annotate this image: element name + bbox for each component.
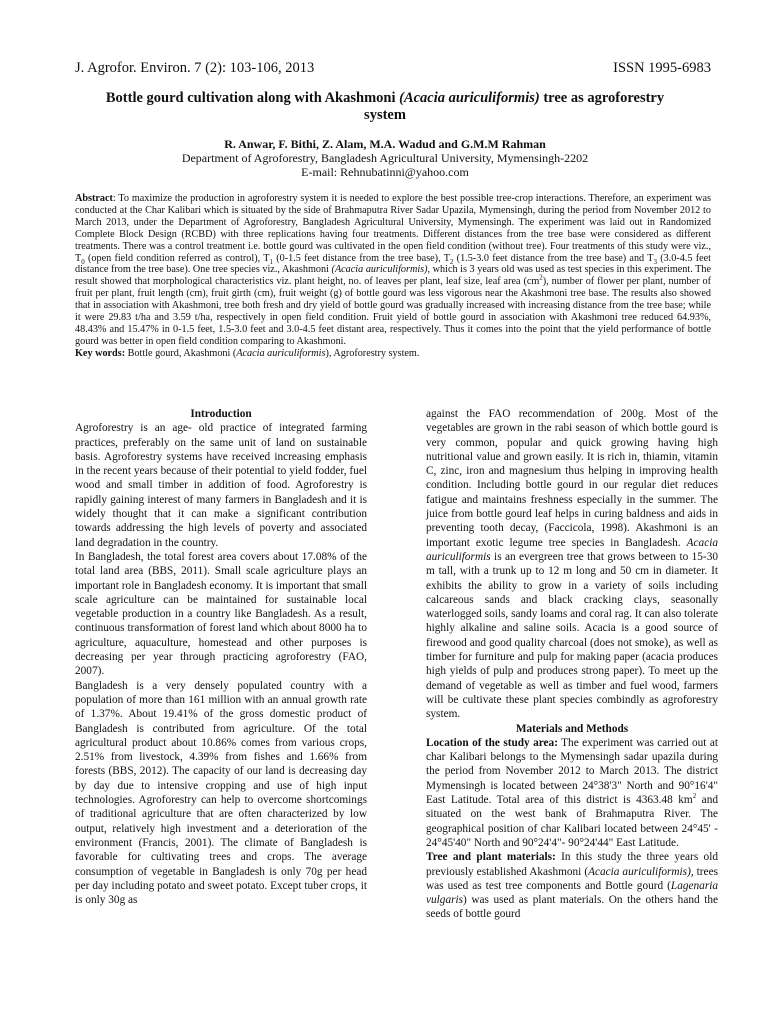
intro-text-4a: against the FAO recommendation of 200g. Most of the vegetables are grown in the rabi season of which bottle gourd is very common, popular and quick growing having high nutritional value and grown easily. It is rich in, thiamin, vitamin C, zinc, iron and magnesium thus helping in improving health condition. Including bottle gourd in our regular diet reduces fatigue and maintains freshness especially in the summer. The juice from bottle gourd leaf helps in curing baldness and aids in preventing tooth decay, (Faccicola, 1998). Akashmoni is an important exotic legume tree species in Bangladesh. <box>426 408 718 549</box>
author-names: R. Anwar, F. Bithi, Z. Alam, M.A. Wadud and G.M.M Rahman <box>224 137 546 151</box>
abstract-sub-t2: 2 <box>449 257 454 266</box>
keywords-label: Key words: <box>75 347 126 359</box>
intro-text-4b: is an evergreen tree that grows between to 15-30 m tall, with a trunk up to 12 m long and 50 cm in diameter. It exhibits the ability to grow in a variety of soils including calcareous sands and black cracking clays, seasonally waterlogged soils, sandy loams and coral rag. It can also tolerate highly alkaline and saline soils. Acacia is a good source of firewood and good quality charcoal (does not smoke), as well as timber for furniture and pulp for making paper (acacia produces high yields of pulp and produces strong paper). To meet up the demand of vegetable as well as timber and fuel wood, farmers will be cultivate these plant species combindly as agroforestry system. <box>426 550 718 721</box>
abstract-text-1: : To maximize the production in agroforestry system it is needed to explore the best possible tree-crop interactions. Therefore, an experiment was conducted at the Char Kalibari which is situated by the side of Brahmaputra River Sadar Upazila, Mymensingh, during the period from November 2012 to March 2013, under the Department of Agroforestry, Bangladesh Agricultural University, Mymensingh. The experiment was laid out in Randomized Complete Block Design (RCBD) with three replications having four treatments. Different distances from the tree base were considered as different treatments. There was a control treatment i.e. bottle gourd was cultivated in the open field condition (without tree). Four treatments of this study were viz., T <box>75 193 711 264</box>
abstract-sub-t1: 1 <box>269 257 273 266</box>
keywords-species: Acacia auriculiformis <box>236 347 326 359</box>
materials-text-1: In this study the three years old previously established Akashmoni ( <box>426 851 718 878</box>
intro-paragraph-3: Bangladesh is a very densely populated country with a population of more than 161 million with an annual growth rate of 1.37%. About 19.41% of the gross domestic product of Bangladesh is contributed from agriculture. Of the total agricultural product about 10.86% comes from various crops, 2.51% from livestock, 4.39% from fishes and 1.66% from forests (BBS, 2012). The capacity of our land is decreasing day by day due to intensive cropping and use of high input technologies. Agroforestry can help to overcome shortcomings of traditional agriculture that are often characterized by low output, relatively high investment and a deterioration of the environment (Francis, 2001). The climate of Bangladesh is favorable for cultivating trees and crops. The average consumption of vegetable in Bangladesh is only 70g per head per day including potato and sweet potato. Except tuber crops, it is only 30g as <box>75 679 367 907</box>
abstract-text-2: (open field condition referred as control), T <box>84 252 270 264</box>
author-block <box>60 137 710 179</box>
keywords <box>75 348 711 360</box>
methods-heading: Materials and Methods <box>515 722 629 735</box>
email: E-mail: Rehnubatinni@yahoo.com <box>301 165 469 179</box>
keywords-text-2: ), Agroforestry system. <box>325 347 420 359</box>
abstract-sub-t3: 3 <box>653 257 657 266</box>
abstract-text-3: (0-1.5 feet distance from the tree base), T <box>272 252 450 264</box>
intro-paragraph-2: In Bangladesh, the total forest area covers about 17.08% of the total land area (BBS, 2011). Small scale agriculture plays an important role in Bangladesh economy. It is important that small scale agriculture can be maintained for sustainable local vegetable production in a country like Bangladesh. As a result, continuous transformation of forest land which about 8000 ha to agriculture, aquaculture, homestead and other purposes is decreasing per year through practicing agroforestry (FAO, 2007). <box>75 550 367 678</box>
abstract-text-5: (3.0-4.5 feet distance from the tree base). One tree species viz., Akashmoni <box>75 252 711 276</box>
materials-species-1: Acacia auriculiformis), <box>588 865 694 878</box>
materials-text-2: trees was used as test tree components and Bottle gourd ( <box>426 865 718 892</box>
introduction-heading: Introduction <box>190 408 252 420</box>
title-text-end: tree as agroforestry system <box>364 90 665 123</box>
abstract-sup-2: 2 <box>539 273 543 282</box>
affiliation: Department of Agroforestry, Bangladesh Agricultural University, Mymensingh-2202 <box>181 151 589 165</box>
intro-paragraph-1: Agroforestry is an age- old practice of integrated farming practices, preferably on the same unit of land on sustainable basis. Agroforestry systems have received increasing emphasis in the recent years because of their potential to yield fodder, fuel wood and small timber in addition of food. Agroforestry is rapidly gaining interest of many farmers in Bangladesh and it is widely thought that it can make a significant contribution towards addressing the high levels of poverty and associated land degradation in the country. <box>75 422 367 549</box>
intro-species: Acacia auriculiformis <box>426 536 718 563</box>
journal-citation: J. Agrofor. Environ. 7 (2): 103-106, 2013 <box>75 60 315 76</box>
abstract <box>75 193 711 360</box>
abstract-label: Abstract <box>75 193 113 204</box>
running-header <box>75 60 711 77</box>
abstract-text-4: (1.5-3.0 feet distance from the tree base) and T <box>453 252 654 264</box>
title-species: (Acacia auriculiformis) <box>399 90 540 106</box>
materials-species-2: Lagenaria vulgaris <box>426 879 718 907</box>
abstract-text-7: ), number of flower per plant, number of fruit per plant, fruit length (cm), fruit girth (cm), fruit weight (g) of bottle gourd was less vigorous near the Akashmoni tree base. The results also showed that in association with Akashmoni, tree both fresh and dry yield of bottle gourd was gradually increased with increasing distance from the tree base; while it were 29.83 t/ha and 3.59 t/ha, respectively in open field condition. Fruit yield of bottle gourd in association with Akashmoni tree reduced 64.93%, 48.43% and 15.47% in 0-1.5 feet, 1.5-3.0 feet and 3.0-4.5 feet distant area, respectively. Thus it comes into the point that the yield performance of bottle gourd was better in open field condition comparing to Akashmoni. <box>75 276 711 347</box>
location-text-1: The experiment was carried out at char Kalibari belongs to the Mymensingh sadar upazila during the period from November 2012 to March 2013. The district Mymensingh is located between 24°38'3" North and 90°16'4" East Latitude. Total area of this district is 4363.48 km <box>426 736 718 807</box>
materials-heading: Tree and plant materials: <box>426 851 556 864</box>
keywords-text-1: Bottle gourd, Akashmoni ( <box>125 347 237 359</box>
location-text-2: and situated on the west bank of Brahmaputra River. The geographical position of char Kalibari located between 24°45' - 24°45'40" North and 90°24'4"- 90°24'44" East Latitude. <box>426 794 718 849</box>
location-paragraph <box>426 736 718 850</box>
left-column <box>75 407 367 907</box>
paper-title <box>90 90 680 124</box>
right-column <box>426 407 718 922</box>
abstract-species: (Acacia auriculiformis) <box>331 264 428 276</box>
materials-text-3: ) was used as plant materials. On the others hand the seeds of bottle gourd <box>426 894 718 921</box>
location-heading: Location of the study area: <box>426 736 558 749</box>
materials-paragraph <box>426 850 718 921</box>
location-sup-2: 2 <box>692 792 697 801</box>
title-text: Bottle gourd cultivation along with Akashmoni <box>105 90 400 106</box>
abstract-sub-t0: 0 <box>81 257 85 266</box>
issn: ISSN 1995-6983 <box>613 60 711 76</box>
abstract-text-6: , which is 3 years old was used as test species in this experiment. The result showed that morphological characteristics viz. plant height, no. of leaves per plant, leaf size, leaf area (cm <box>75 264 711 288</box>
intro-paragraph-4 <box>426 407 718 722</box>
